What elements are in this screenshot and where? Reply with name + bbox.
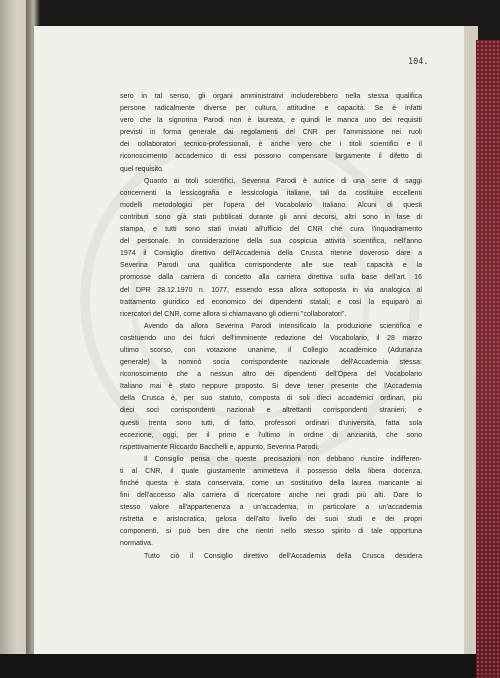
text-line: rispettivamente Riccardo Bacchelli e, appunto, Severina Parodi. [120,443,319,451]
text-line: costituendo uno dei fulcri dell'imminente redazione del Vocabolario, il 28 marzo [120,334,422,342]
text-line: eccezione, oggi, per il primo e l'ultimo in ordine di anzianità, che sono [120,431,422,439]
text-line: ultimo scorso, con votazione unanime, il Collegio accademico (Adunanza [120,346,422,354]
text-line: stampa, e tutti sono stati inviati all'ufficio del CNR che cura l'inquadramento [120,226,422,234]
text-line: dieci soci corrispondenti nazionali e altrettanti corrispondenti stranieri; e [120,407,422,415]
text-line: questi trenta sono tutti, di fatto, professori ordinari d'università, fatta sola [120,419,422,427]
background-bottom [0,654,476,678]
text-line: riconoscimento accademico di essi possono compensare largamente il difetto di [120,153,422,161]
text-line: promosse dalla carriera di concetto alla carriera direttiva sulla base dell'art. 16 [120,274,422,282]
text-line: Severina Parodi una qualifica corrispondente alle sue reali capacità e la [120,262,422,270]
text-line: generale) la nominò socia corrispondente nazionale dell'Accademia stessa: [120,359,422,367]
text-line: previsti in forma generale dai regolamenti del CNR per l'ammissione nei ruoli [120,129,422,137]
text-line: Tutto ciò il Consiglio direttivo dell'Accademia della Crusca desidera [144,552,422,560]
text-line: ricercatori del CNR, come allora si chiamavano gli odierni "collaboratori". [120,310,347,318]
text-line: riconoscimento che a nessun altro dei dipendenti dell'Opera del Vocabolario [120,371,422,379]
page-number: 104. [408,57,429,67]
text-line: componenti, si può ben dire che rientri nello stesso spirito di tale opportuna [120,528,422,536]
text-line: vero che la signorina Parodi non è laureata, e quindi le manca uno dei requisiti [120,117,422,125]
text-line: stesso valore all'appartenenza a un'accademia, in particolare a un'accademia [120,504,422,512]
text-line: persone radicalmente diverse per cultura, attitudine e capacità. Se è infatti [120,105,422,113]
text-line: modelli metodologici per l'opera del Vocabolario Italiano. Alcuni di questi [120,201,422,209]
facing-page-edge [0,0,28,678]
text-line: trattamento giuridico ed economico dei dipendenti statali; e così la equiparò ai [120,298,422,306]
text-line: ristretta e aristocratica, gelosa dell'alto livello dei suoi studi e dei propri [120,516,422,524]
text-line: del DPR 28.12.1970 n. 1077, essendo essa allora sottoposta in via analogica al [120,286,422,294]
text-line: normativa. [120,540,153,548]
text-line: Quanto ai titoli scientifici, Severina Parodi è autrice di una serie di saggi [144,177,422,185]
text-line: contributi sono già stati pubblicati durante gli anni decorsi, altri sono in fase di [120,213,422,221]
text-line: fini dell'accesso alla carriera di ricercatore anche nei gradi più alti. Dare lo [120,492,422,500]
text-line: della Crusca è, per suo statuto, composta di soli dieci accademici ordinari, più [120,395,422,403]
text-line: ti al CNR, il quale giustamente ammetteva il possesso della libera docenza, [120,467,422,475]
text-line: Avendo da allora Severina Parodi intensificato la produzione scientifica e [144,322,422,330]
body-text [120,91,422,563]
text-line: del personale. In considerazione della sua cospicua attività scientifica, nell'anno [120,238,422,246]
text-line: quel requisito. [120,165,164,173]
text-line: 1974 il Consiglio direttivo dell'Accademia della Crusca ritenne doveroso dare a [120,250,422,258]
text-line: Il Consiglio pensa che queste precisazioni non debbano riuscire indifferen- [144,455,422,463]
text-line: Italiano mai è stato neppure proposto. Si deve tener presente che l'Accademia [120,383,422,391]
text-line: concernenti la lessicografia e lessicologia italiane, tali da costituire eccellenti [120,189,422,197]
text-line: finché questa è stata conservata, come un sostitutivo della laurea mancante ai [120,480,422,487]
text-line: sero in tal senso, gli organi amministrativi includerebbero nella stessa qualifica [120,93,422,100]
cover-texture [476,40,500,678]
text-line: dei collaboratori tecnico-professionali, è anche vero che i titoli scientifici e il [120,141,422,149]
